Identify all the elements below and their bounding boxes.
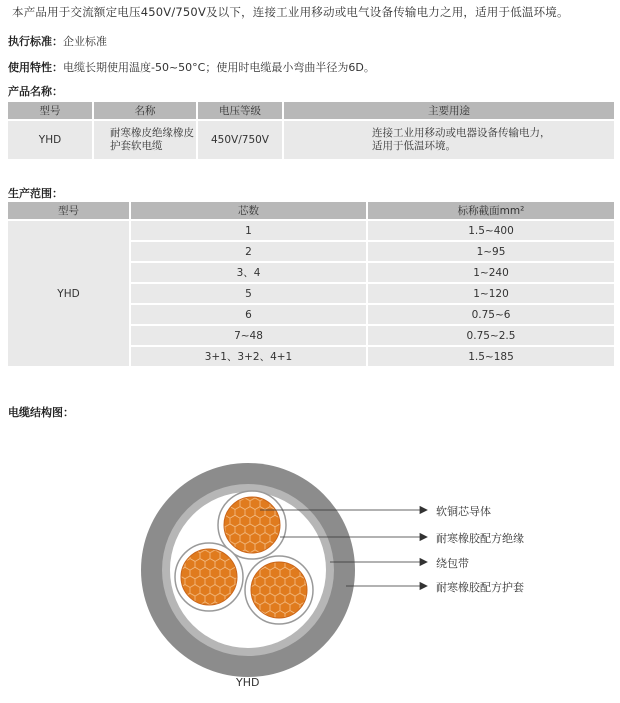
cell-cores: 5 bbox=[131, 284, 366, 303]
cell-cores: 2 bbox=[131, 242, 366, 261]
cell-cores: 1 bbox=[131, 221, 366, 240]
cell-section: 0.75~6 bbox=[368, 305, 614, 324]
intro-text: 本产品用于交流额定电压450V/750V及以下，连接工业用移动或电气设备传输电力之用，适用于低温环境。 bbox=[12, 5, 569, 19]
product-table bbox=[6, 100, 616, 161]
range-heading: 生产范围： bbox=[8, 187, 63, 200]
features-value: 电缆长期使用温度-50~50°C；使用时电缆最小弯曲半径为6D。 bbox=[63, 61, 375, 74]
header-name: 名称 bbox=[94, 102, 196, 119]
cell-cores: 3+1、3+2、4+1 bbox=[131, 347, 366, 366]
standard-line bbox=[8, 33, 107, 49]
features-line bbox=[8, 59, 375, 75]
insulated-conductor-right bbox=[245, 556, 313, 624]
features-label: 使用特性： bbox=[8, 61, 63, 74]
cell-name bbox=[94, 121, 196, 159]
header-use: 主要用途 bbox=[284, 102, 614, 119]
cell-name-line2: 护套软电缆 bbox=[110, 140, 163, 152]
cell-model: YHD bbox=[8, 221, 129, 366]
header-section: 标称截面mm² bbox=[368, 202, 614, 219]
table-row bbox=[8, 121, 614, 159]
cell-use-line2: 适用于低温环境。 bbox=[372, 140, 456, 152]
cell-name-line1: 耐寒橡皮绝缘橡皮 bbox=[110, 127, 194, 139]
label-tape: 绕包带 bbox=[436, 557, 469, 570]
cell-section: 1~240 bbox=[368, 263, 614, 282]
cell-model: YHD bbox=[8, 121, 92, 159]
cell-cores: 6 bbox=[131, 305, 366, 324]
standard-label: 执行标准： bbox=[8, 35, 63, 48]
header-cores: 芯数 bbox=[131, 202, 366, 219]
cell-voltage: 450V/750V bbox=[198, 121, 282, 159]
label-sheath: 耐寒橡胶配方护套 bbox=[436, 581, 524, 594]
range-table bbox=[6, 200, 616, 368]
cell-section: 1~120 bbox=[368, 284, 614, 303]
cell-section: 1.5~400 bbox=[368, 221, 614, 240]
cell-cores: 3、4 bbox=[131, 263, 366, 282]
product-table-header bbox=[8, 102, 614, 119]
cell-use-line1: 连接工业用移动或电器设备传输电力， bbox=[372, 127, 551, 139]
standard-value: 企业标准 bbox=[63, 35, 107, 48]
cell-cores: 7~48 bbox=[131, 326, 366, 345]
label-conductor: 软铜芯导体 bbox=[436, 505, 491, 518]
range-table-header bbox=[8, 202, 614, 219]
header-model: 型号 bbox=[8, 202, 129, 219]
cell-section: 0.75~2.5 bbox=[368, 326, 614, 345]
cable-cross-section-diagram bbox=[0, 420, 620, 703]
cell-use bbox=[284, 121, 614, 159]
header-model: 型号 bbox=[8, 102, 92, 119]
header-voltage: 电压等级 bbox=[198, 102, 282, 119]
table-row bbox=[8, 221, 614, 240]
structure-heading: 电缆结构图： bbox=[8, 406, 74, 419]
label-insulation: 耐寒橡胶配方绝缘 bbox=[436, 532, 524, 545]
cell-section: 1~95 bbox=[368, 242, 614, 261]
cell-section: 1.5~185 bbox=[368, 347, 614, 366]
diagram-caption: YHD bbox=[236, 676, 260, 689]
product-name-heading: 产品名称： bbox=[8, 85, 63, 98]
insulated-conductor-left bbox=[175, 543, 243, 611]
